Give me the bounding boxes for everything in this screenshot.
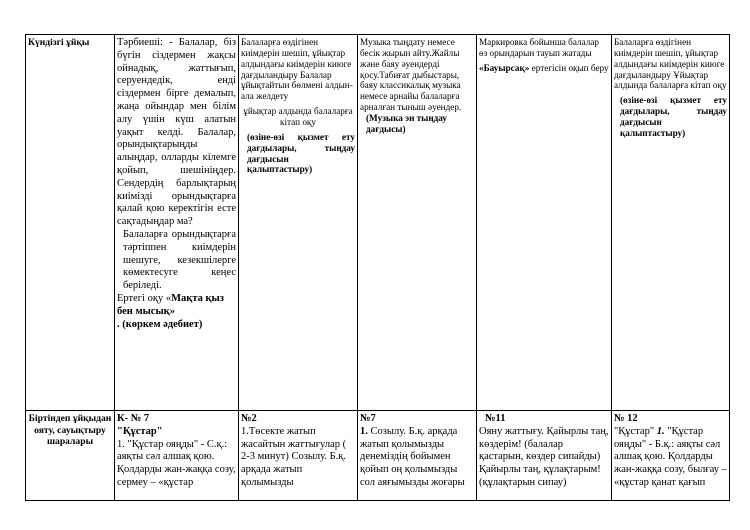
cell-wake-col1 xyxy=(115,411,239,501)
exercise-title: "Құстар" xyxy=(614,425,657,437)
skill-note: (Музыка эн тыңдау дағдысы) xyxy=(366,113,448,134)
table-row-wakeup xyxy=(26,411,730,501)
story-line xyxy=(117,293,236,319)
cell-text: Музыка тыңдату немесе бесік жырын айту.Жайлы және баяу әуендерді қосу.Табиғат дыбыстары, баяу классикалық музыка немесе арнайы балаларға арналған тыныш әуендер. xyxy=(360,37,462,113)
cell-nap-col5 xyxy=(612,35,730,411)
exercise-num: 1. xyxy=(656,425,665,437)
exercise-text: "Құстар ояңды" - Б.қ.: аяқты сәл алшақ қою. Қолдарды жан-жаққа созу, былғау – «құстар қанат қағып xyxy=(614,425,727,488)
exercise-text: 1.Төсекте жатып жасайтын жаттығулар ( 2-3 минут) Созылу. Б.қ. арқада жатып қолымызды xyxy=(241,425,347,488)
schedule-table xyxy=(25,34,730,501)
row-label-text: Күндізгі ұйқы xyxy=(28,37,90,48)
teacher-note: Балаларға орындықтарға тәртіппен киімдерін шешуге, кезекшілерге көмектесуге кеңес беріледі. xyxy=(123,228,236,292)
cell-nap-col3 xyxy=(358,35,477,411)
skill-note: (өзіне-өзі қызмет ету дағдылары, тыңдау дағдысын қалыптастыру) xyxy=(620,95,727,138)
exercise-head: №11 xyxy=(485,413,506,424)
cell-text: Балаларға өздігінен киімдерін шешіп, ұйықтар алдындағы киімдерін киюге дағдыландыру Балалар ұйықтайтын бөлмені алдын-ала желдету xyxy=(241,37,353,102)
row-label-text: Біртіндеп ұйқыдан ояту, сауықтыру шаралары xyxy=(28,413,112,447)
cell-wake-col4 xyxy=(477,411,612,501)
story-title: Мақта қыз бен мысық» xyxy=(117,292,224,317)
story-line xyxy=(479,63,609,74)
row-label-nap xyxy=(26,35,115,411)
exercise-text: 1. "Құстар ояңды" - С.қ.: аяқты сәл алшақ қою. Қолдарды жан-жаққа созу, сермеу – «құстар xyxy=(117,438,236,488)
cell-nap-col2 xyxy=(239,35,358,411)
cell-wake-col2 xyxy=(239,411,358,501)
teacher-intro: Тәрбиеші: - Балалар, біз бүгін сіздермен жақсы ойнадық, жаттығып, серуендедік, енді сіздермен бірге демалып, жаңа ойындар мен білім алу үшін күш алатын уақыт келді. Балалар, орындықтарыңды алыңдар, олларды кілемге қойып, шешініңдер. Сендердің барлықтарың киімізді орындықтарға қалай қою керектігін есте сақтадыңдар ма? xyxy=(117,37,236,228)
exercise-line xyxy=(360,426,474,490)
story-title: «Бауырсақ» xyxy=(479,62,530,73)
cell-text: Балаларға өздігінен киімдерін шешіп, ұйықтар алдындағы киімдерін киюге дағдыландыру Ұйықтар алдында балаларға кітап оқу xyxy=(614,37,727,91)
skill-note: (өзіне-өзі қызмет ету дағдылары, тыңдау дағдысын қалыптастыру) xyxy=(247,131,355,175)
exercise-head: № 12 xyxy=(614,413,638,424)
exercise-head: №2 xyxy=(241,413,257,424)
exercise-head: №7 xyxy=(360,413,376,424)
story-prefix: Ертегі оқу « xyxy=(117,292,172,304)
cell-text: Маркировка бойынша балалар өз орындарын тауып жатады xyxy=(479,37,600,58)
cell-wake-col3 xyxy=(358,411,477,501)
story-tag: . (көркем әдебиет) xyxy=(117,318,203,330)
cell-nap-col1 xyxy=(115,35,239,411)
cell-wake-col5 xyxy=(612,411,730,501)
exercise-title: "Құстар" xyxy=(117,425,163,437)
exercise-line xyxy=(614,426,727,490)
exercise-text: Ояну жаттығу. Қайырлы таң, көздерім! (балалар қастарын, көздер сипайды) Қайырлы таң, құлақтарым! (құлақтарын сипау) xyxy=(479,425,609,488)
exercise-num: 1. xyxy=(360,425,368,437)
exercise-text: Созылу. Б.қ. арқада жатып қолымызды денеміздің бойымен қойып оң қолымызды сол аяғымызды жоғары xyxy=(360,425,465,488)
row-label-wakeup xyxy=(26,411,115,501)
exercise-head: К- № 7 xyxy=(117,413,150,424)
table-row-nap xyxy=(26,35,730,411)
cell-subtext: ұйықтар алдында балаларға кітап оқу xyxy=(243,106,353,128)
cell-nap-col4 xyxy=(477,35,612,411)
story-rest: ертегісін оқып беру xyxy=(529,62,609,73)
